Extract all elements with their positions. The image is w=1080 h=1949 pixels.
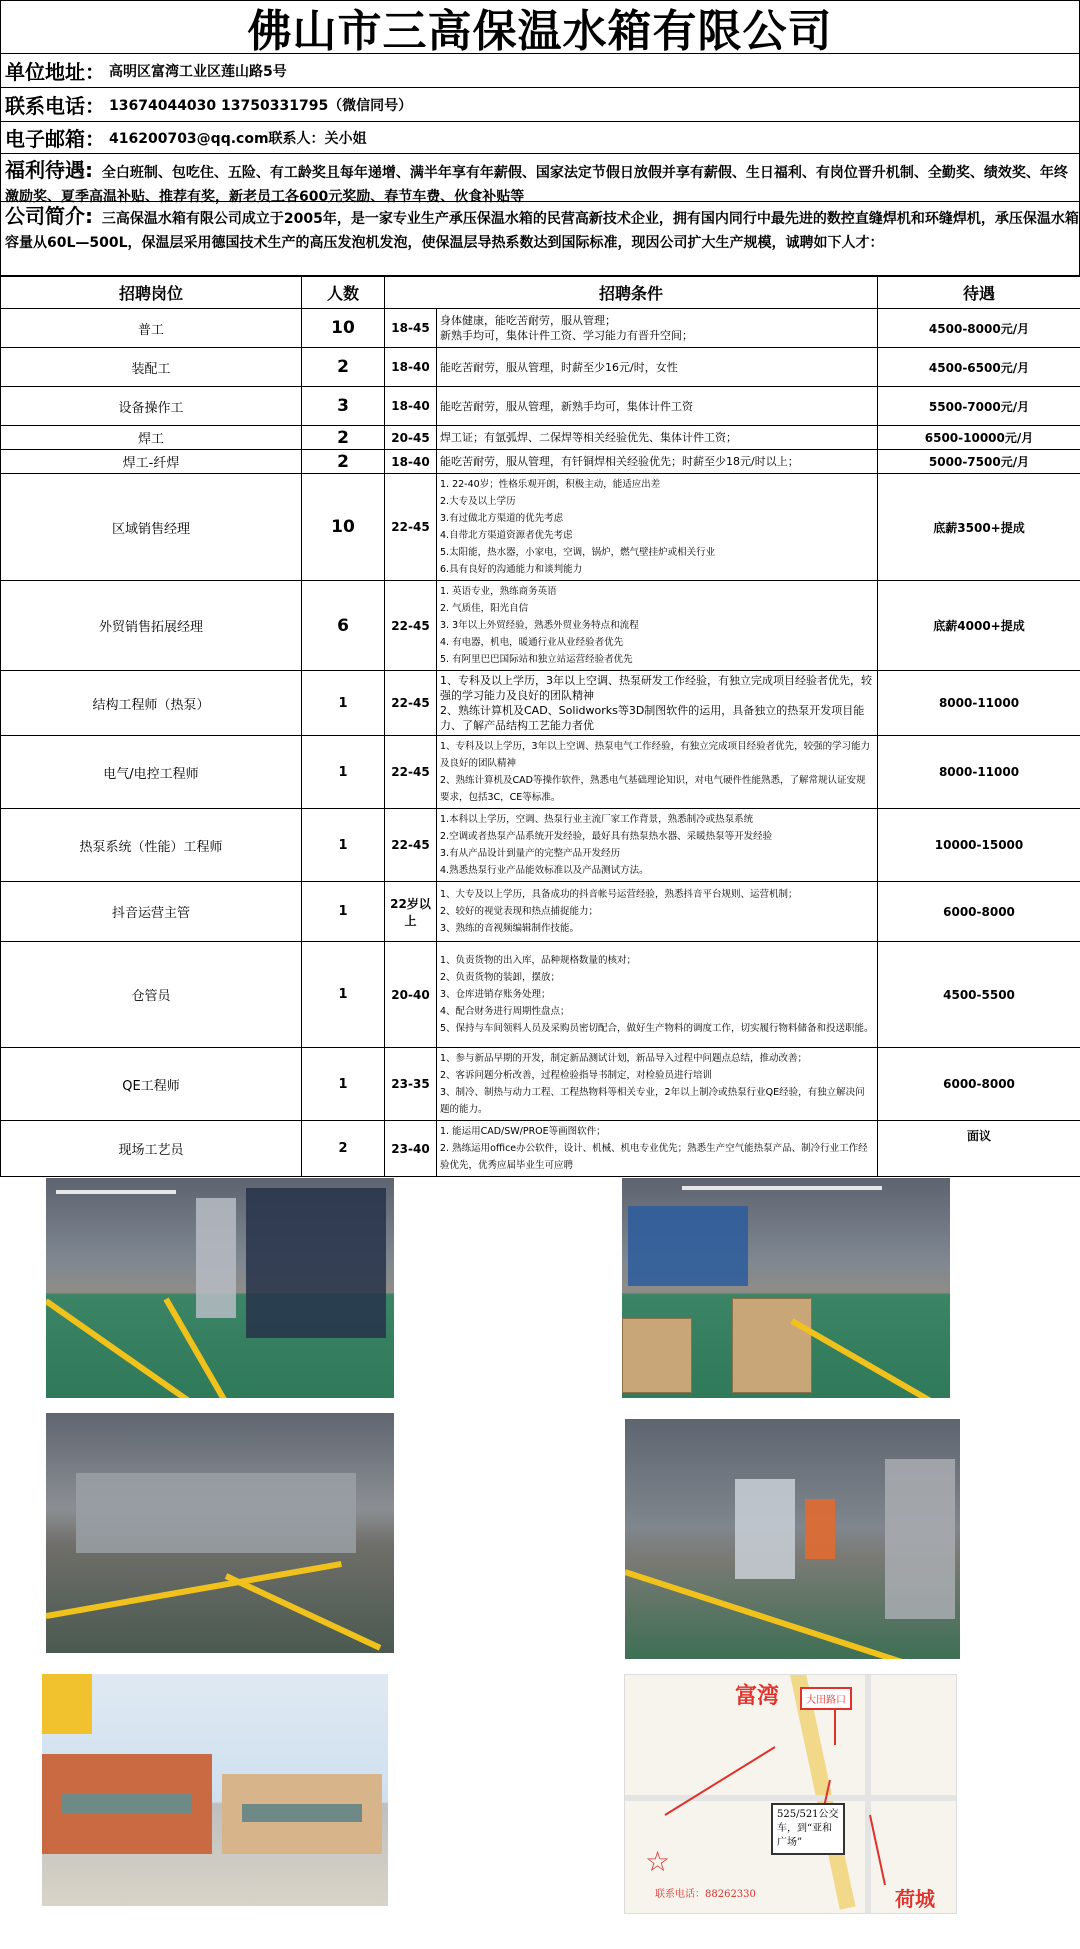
- route-arrows: [625, 1675, 957, 1914]
- factory-photo-2: [622, 1178, 950, 1398]
- condition-line: 3. 3年以上外贸经验，熟悉外贸业务特点和流程: [440, 620, 639, 631]
- table-row: [1, 348, 1080, 387]
- job-position: 仓管员: [1, 942, 302, 1048]
- condition-line: 4、配合财务进行周期性盘点；: [440, 1006, 570, 1017]
- table-row: [1, 474, 1080, 581]
- job-conditions: [437, 809, 878, 882]
- job-pay: 6000-8000: [878, 882, 1080, 942]
- table-row: [1, 309, 1080, 348]
- condition-line: 1. 22-40岁；性格乐观开朗，积极主动，能适应出差: [440, 479, 661, 490]
- table-row: [1, 581, 1080, 671]
- factory-building-photo: [42, 1674, 388, 1906]
- job-count: 3: [302, 387, 385, 426]
- job-position: 现场工艺员: [1, 1121, 302, 1177]
- condition-line: 2、客诉问题分析改善，过程检验指导书制定，对检验员进行培训: [440, 1070, 713, 1081]
- job-position: 热泵系统（性能）工程师: [1, 809, 302, 882]
- job-position: 普工: [1, 309, 302, 348]
- condition-line: 3、制冷、制热与动力工程、工程热物料等相关专业，2年以上制冷或热泵行业QE经验，有独立解决问题的能力。: [440, 1087, 865, 1115]
- job-conditions: [437, 474, 878, 581]
- job-conditions: [437, 426, 878, 450]
- job-count: 1: [302, 882, 385, 942]
- map-place-fuwan: 富湾: [735, 1683, 780, 1709]
- email-label: 电子邮箱：: [5, 127, 105, 151]
- map-exit-label: 大田路口: [800, 1687, 852, 1710]
- condition-line: 2、较好的视觉表现和热点捕捉能力；: [440, 906, 599, 917]
- table-row: [1, 387, 1080, 426]
- job-age-range: 22-45: [385, 671, 437, 736]
- job-count: 1: [302, 809, 385, 882]
- condition-line: 1、专科及以上学历，3年以上空调、热泵电气工作经验，有独立完成项目经验者优先，较强的学习能力及良好的团队精神: [440, 741, 871, 769]
- job-count: 1: [302, 942, 385, 1048]
- condition-line: 2. 气质佳，阳光自信: [440, 603, 529, 614]
- phone-value: 13674044030 13750331795（微信同号）: [109, 97, 413, 114]
- job-conditions: [437, 1048, 878, 1121]
- condition-line: 4.自带北方渠道资源者优先考虑: [440, 530, 573, 541]
- table-row: [1, 450, 1080, 474]
- factory-photo-3: [46, 1413, 394, 1653]
- job-pay: 4500-5500: [878, 942, 1080, 1048]
- job-age-range: 23-35: [385, 1048, 437, 1121]
- table-row: [1, 809, 1080, 882]
- condition-line: 新熟手均可，集体计件工资、学习能力有晋升空间；: [440, 329, 693, 342]
- job-age-range: 22-45: [385, 474, 437, 581]
- job-position: QE工程师: [1, 1048, 302, 1121]
- job-count: 2: [302, 348, 385, 387]
- job-conditions: [437, 942, 878, 1048]
- job-count: 10: [302, 474, 385, 581]
- table-row: [1, 671, 1080, 736]
- job-age-range: 18-40: [385, 348, 437, 387]
- condition-line: 4.熟悉热泵行业产品能效标准以及产品测试方法。: [440, 865, 649, 876]
- job-position: 焊工: [1, 426, 302, 450]
- job-age-range: 23-40: [385, 1121, 437, 1177]
- phone-label: 联系电话：: [5, 94, 105, 118]
- job-pay: 5000-7500元/月: [878, 450, 1080, 474]
- job-conditions: [437, 387, 878, 426]
- phone-row: [0, 88, 1080, 122]
- job-count: 1: [302, 671, 385, 736]
- condition-line: 5. 有阿里巴巴国际站和独立站运营经验者优先: [440, 654, 633, 665]
- job-count: 2: [302, 1121, 385, 1177]
- job-count: 10: [302, 309, 385, 348]
- address-value: 高明区富湾工业区莲山路5号: [109, 63, 287, 80]
- condition-line: 2.大专及以上学历: [440, 496, 516, 507]
- address-label: 单位地址：: [5, 60, 105, 84]
- benefits-row: [0, 154, 1080, 205]
- photo-gallery: [0, 1164, 1080, 1949]
- job-pay: 6500-10000元/月: [878, 426, 1080, 450]
- condition-line: 1. 能运用CAD/SW/PROE等画图软件；: [440, 1126, 606, 1137]
- condition-line: 2. 熟练运用office办公软件，设计、机械、机电专业优先；熟悉生产空气能热泵产品、制冷行业工作经验优先，优秀应届毕业生可应聘: [440, 1143, 868, 1171]
- job-conditions: [437, 882, 878, 942]
- benefits-value: 全白班制、包吃住、五险、有工龄奖且每年递增、满半年享有年薪假、国家法定节假日放假并享有薪假、生日福利、有岗位晋升机制、全勤奖、绩效奖、年终激励奖、夏季高温补贴、推荐有奖，新老员工各600元奖励、春节车费、伙食补贴等: [5, 165, 1068, 205]
- job-count: 1: [302, 736, 385, 809]
- job-age-range: 22岁以上: [385, 882, 437, 942]
- condition-line: 2、熟练计算机及CAD等操作软件，熟悉电气基础理论知识，对电气硬件性能熟悉，了解常规认证安规要求，包括3C，CE等标准。: [440, 775, 866, 803]
- job-pay: 6000-8000: [878, 1048, 1080, 1121]
- condition-line: 3.有从产品设计到量产的完整产品开发经历: [440, 848, 621, 859]
- job-conditions: [437, 348, 878, 387]
- condition-line: 6.具有良好的沟通能力和谈判能力: [440, 564, 583, 575]
- job-pay: 底薪3500+提成: [878, 474, 1080, 581]
- condition-line: 4. 有电器，机电，暖通行业从业经验者优先: [440, 637, 624, 648]
- table-row: [1, 882, 1080, 942]
- table-row: [1, 426, 1080, 450]
- job-conditions: [437, 581, 878, 671]
- condition-line: 1、专科及以上学历，3年以上空调、热泵研发工作经验，有独立完成项目经验者优先，较强的学习能力及良好的团队精神: [440, 674, 872, 702]
- job-pay: 底薪4000+提成: [878, 581, 1080, 671]
- job-pay: 面议: [878, 1121, 1080, 1177]
- job-count: 2: [302, 426, 385, 450]
- condition-line: 3、熟练的音视频编辑制作技能。: [440, 923, 580, 934]
- job-position: 设备操作工: [1, 387, 302, 426]
- jobs-table: [0, 276, 1080, 1177]
- job-position: 外贸销售拓展经理: [1, 581, 302, 671]
- condition-line: 2、熟练计算机及CAD、Solidworks等3D制图软件的运用，具备独立的热泵开发项目能力、了解产品结构工艺能力者优: [440, 704, 865, 732]
- email-row: [0, 122, 1080, 154]
- intro-row: [0, 202, 1080, 276]
- map-phone: 联系电话：88262330: [655, 1889, 756, 1900]
- job-count: 6: [302, 581, 385, 671]
- intro-value: 三高保温水箱有限公司成立于2005年，是一家专业生产承压保温水箱的民营高新技术企业，拥有国内同行中最先进的数控直缝焊机和环缝焊机，承压保温水箱容量从60L—500L，保温层采用德国技术生产的高压发泡机发泡，使保温层导热系数达到国际标准，现因公司扩大生产规模，诚聘如下人才：: [5, 211, 1079, 251]
- condition-line: 1. 英语专业，熟练商务英语: [440, 586, 557, 597]
- factory-photo-1: [46, 1178, 394, 1398]
- company-title: 佛山市三高保温水箱有限公司: [0, 0, 1080, 54]
- table-row: [1, 942, 1080, 1048]
- job-pay: 4500-8000元/月: [878, 309, 1080, 348]
- job-conditions: [437, 309, 878, 348]
- job-age-range: 20-40: [385, 942, 437, 1048]
- table-header-row: [1, 277, 1080, 309]
- map-place-hecheng: 荷城: [895, 1887, 935, 1911]
- condition-line: 能吃苦耐劳，服从管理，时薪至少16元/时，女性: [440, 360, 678, 374]
- job-age-range: 22-45: [385, 736, 437, 809]
- job-pay: 8000-11000: [878, 736, 1080, 809]
- job-position: 抖音运营主管: [1, 882, 302, 942]
- job-count: 1: [302, 1048, 385, 1121]
- header-conditions: 招聘条件: [385, 277, 878, 309]
- factory-photo-4: [625, 1419, 960, 1659]
- job-conditions: [437, 450, 878, 474]
- condition-line: 1.本科以上学历，空调、热泵行业主流厂家工作背景，熟悉制冷或热泵系统: [440, 814, 754, 825]
- condition-line: 能吃苦耐劳，服从管理，有钎铜焊相关经验优先；时薪至少18元/时以上；: [440, 455, 799, 468]
- table-row: [1, 1048, 1080, 1121]
- condition-line: 能吃苦耐劳，服从管理，新熟手均可，集体计件工资: [440, 399, 693, 413]
- location-map: [624, 1674, 957, 1914]
- job-conditions: [437, 736, 878, 809]
- header-count: 人数: [302, 277, 385, 309]
- job-pay: 4500-6500元/月: [878, 348, 1080, 387]
- job-age-range: 18-45: [385, 309, 437, 348]
- table-row: [1, 736, 1080, 809]
- job-conditions: [437, 671, 878, 736]
- job-position: 结构工程师（热泵）: [1, 671, 302, 736]
- header-pay: 待遇: [878, 277, 1080, 309]
- condition-line: 5.太阳能，热水器，小家电，空调，锅炉，燃气壁挂炉或相关行业: [440, 547, 716, 558]
- condition-line: 3、仓库进销存账务处理；: [440, 989, 551, 1000]
- condition-line: 1、参与新品早期的开发，制定新品测试计划，新品导入过程中问题点总结，推动改善；: [440, 1053, 808, 1064]
- condition-line: 5、保持与车间领料人员及采购员密切配合，做好生产物料的调度工作，切实履行物料储备和投送职能。: [440, 1023, 874, 1034]
- condition-line: 身体健康，能吃苦耐劳，服从管理；: [440, 314, 616, 327]
- job-position: 电气/电控工程师: [1, 736, 302, 809]
- condition-line: 1、大专及以上学历，具备成功的抖音帐号运营经验，熟悉抖音平台规则、运营机制；: [440, 889, 798, 900]
- map-bus-note: 525/521公交 车，到“亚和 广场”: [771, 1803, 845, 1855]
- condition-line: 2.空调或者热泵产品系统开发经验，最好具有热泵热水器、采暖热泵等开发经验: [440, 831, 773, 842]
- job-age-range: 20-45: [385, 426, 437, 450]
- job-count: 2: [302, 450, 385, 474]
- job-position: 装配工: [1, 348, 302, 387]
- company-location-star-icon: ☆: [645, 1845, 671, 1878]
- job-pay: 8000-11000: [878, 671, 1080, 736]
- job-pay: 10000-15000: [878, 809, 1080, 882]
- email-value: 416200703@qq.com联系人：关小姐: [109, 130, 367, 147]
- job-age-range: 22-45: [385, 581, 437, 671]
- condition-line: 2、负责货物的装卸，摆放；: [440, 972, 561, 983]
- benefits-label: 福利待遇:: [5, 158, 93, 182]
- condition-line: 3.有过做北方渠道的优先考虑: [440, 513, 564, 524]
- condition-line: 1、负责货物的出入库，品种规格数量的核对；: [440, 955, 637, 966]
- job-position: 焊工-纤焊: [1, 450, 302, 474]
- job-age-range: 18-40: [385, 450, 437, 474]
- condition-line: 焊工证；有氩弧焊、二保焊等相关经验优先、集体计件工资；: [440, 431, 737, 444]
- header-position: 招聘岗位: [1, 277, 302, 309]
- address-row: [0, 54, 1080, 88]
- intro-label: 公司简介:: [5, 204, 93, 228]
- job-age-range: 22-45: [385, 809, 437, 882]
- jobs-table-body: [1, 309, 1080, 1177]
- job-position: 区域销售经理: [1, 474, 302, 581]
- job-age-range: 18-40: [385, 387, 437, 426]
- job-pay: 5500-7000元/月: [878, 387, 1080, 426]
